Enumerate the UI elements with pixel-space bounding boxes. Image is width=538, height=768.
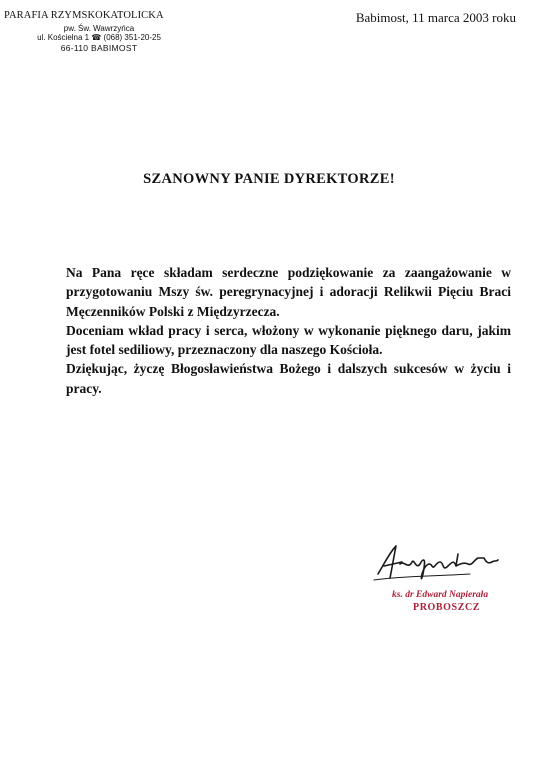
stamp-address: ul. Kościelna 1 ☎ (068) 351-20-25 bbox=[37, 33, 161, 43]
body-paragraph-1: Na Pana ręce składam serdeczne podziękowanie za zaangażowanie w przygotowaniu Mszy św. peregrynacyjnej i adoracji Relikwii Pięciu Braci Męczenników Polski z Międzyrzecza. bbox=[66, 265, 511, 319]
body-paragraph-3: Dziękując, życzę Błogosławieństwa Bożego i dalszych sukcesów w życiu i pracy. bbox=[66, 361, 511, 396]
body-paragraph-2: Doceniam wkład pracy i serca, włożony w wykonanie pięknego daru, jakim jest fotel sediliowy, przeznaczony dla naszego Kościoła. bbox=[66, 322, 511, 358]
stamp-patron: pw. Św. Wawrzyńca bbox=[63, 23, 135, 33]
signer-title: PROBOSZCZ bbox=[413, 602, 481, 613]
handwritten-signature bbox=[370, 540, 510, 590]
signer-name: ks. dr Edward Napierała bbox=[392, 590, 489, 600]
letter-date: Babimost, 11 marca 2003 roku bbox=[355, 10, 516, 25]
letter-salutation: SZANOWNY PANIE DYREKTORZE! bbox=[143, 171, 395, 187]
letter-body bbox=[66, 263, 511, 398]
stamp-parish-name: PARAFIA RZYMSKOKATOLICKA bbox=[4, 10, 164, 21]
stamp-postal-code: 66-110 BABIMOST bbox=[60, 42, 138, 53]
parish-stamp bbox=[4, 10, 174, 53]
